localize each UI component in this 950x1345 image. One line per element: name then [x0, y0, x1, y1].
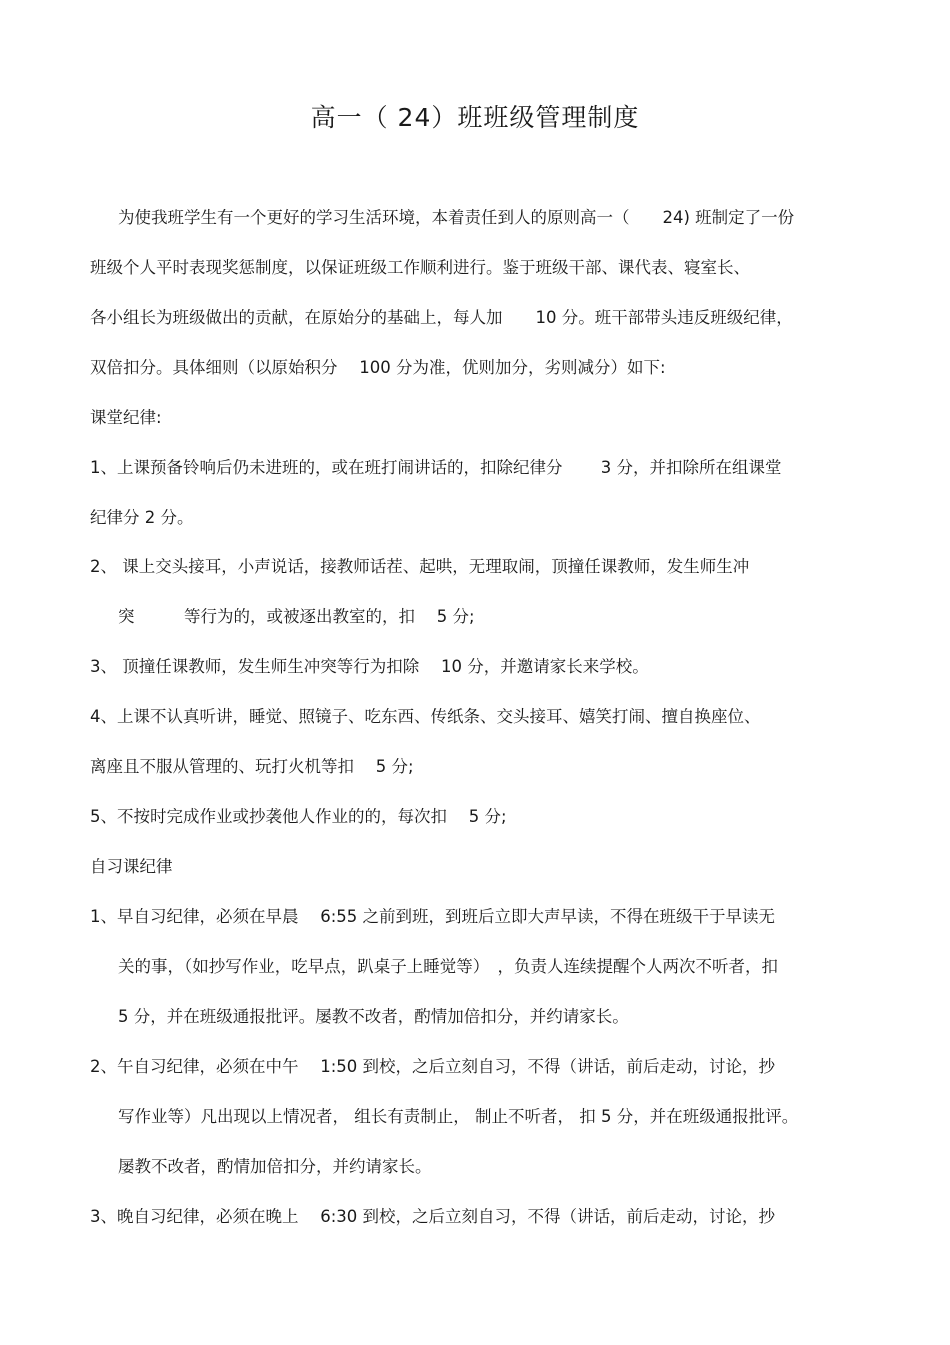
rule-line: 写作业等）凡出现以上情况者， 组长有责制止， 制止不听者， 扣 5 分，并在班级通报批评。 — [118, 1107, 799, 1126]
rule-line: 1、早自习纪律，必须在早晨 6:55 之前到班，到班后立即大声早读，不得在班级干于早读无 — [90, 907, 776, 926]
rule-line: 纪律分 2 分。 — [90, 508, 194, 527]
rule-line: 3、晚自习纪律，必须在晚上 6:30 到校，之后立刻自习，不得（讲话，前后走动，讨论，抄 — [90, 1207, 776, 1226]
rule-line: 突 等行为的，或被逐出教室的，扣 5 分; — [118, 607, 475, 626]
section-heading-study: 自习课纪律 — [90, 857, 173, 876]
intro-line-1: 为使我班学生有一个更好的学习生活环境，本着责任到人的原则高一（ 24) 班制定了一份 — [118, 208, 795, 227]
rule-line: 关的事，（如抄写作业，吃早点，趴桌子上睡觉等） ，负责人连续提醒个人两次不听者，扣 — [118, 957, 778, 976]
intro-line-4: 双倍扣分。具体细则（以原始积分 100 分为准，优则加分，劣则减分）如下: — [90, 358, 666, 377]
intro-line-3: 各小组长为班级做出的贡献，在原始分的基础上，每人加 10 分。班干部带头违反班级纪律， — [90, 308, 793, 327]
section-heading-class: 课堂纪律: — [90, 408, 162, 427]
rule-line: 5、不按时完成作业或抄袭他人作业的的，每次扣 5 分; — [90, 807, 507, 826]
rule-line: 1、上课预备铃响后仍未进班的，或在班打闹讲话的，扣除纪律分 3 分，并扣除所在组课堂 — [90, 458, 782, 477]
rule-line: 4、上课不认真听讲，睡觉、照镜子、吃东西、传纸条、交头接耳、嬉笑打闹、擅自换座位、 — [90, 707, 761, 726]
rule-line: 屡教不改者，酌情加倍扣分，并约请家长。 — [118, 1157, 432, 1176]
rule-line: 5 分，并在班级通报批评。屡教不改者，酌情加倍扣分，并约请家长。 — [118, 1007, 629, 1026]
rule-line: 离座且不服从管理的、玩打火机等扣 5 分; — [90, 757, 414, 776]
rule-line: 2、午自习纪律，必须在中午 1:50 到校，之后立刻自习，不得（讲话，前后走动，讨论，抄 — [90, 1057, 776, 1076]
rule-line: 3、 顶撞任课教师，发生师生冲突等行为扣除 10 分，并邀请家长来学校。 — [90, 657, 649, 676]
rule-line: 2、 课上交头接耳，小声说话，接教师话茬、起哄，无理取闹，顶撞任课教师，发生师生冲 — [90, 557, 750, 576]
intro-line-2: 班级个人平时表现奖惩制度，以保证班级工作顺利进行。鉴于班级干部、课代表、寝室长、 — [90, 258, 750, 277]
document-title: 高一（ 24）班班级管理制度 — [310, 103, 640, 132]
